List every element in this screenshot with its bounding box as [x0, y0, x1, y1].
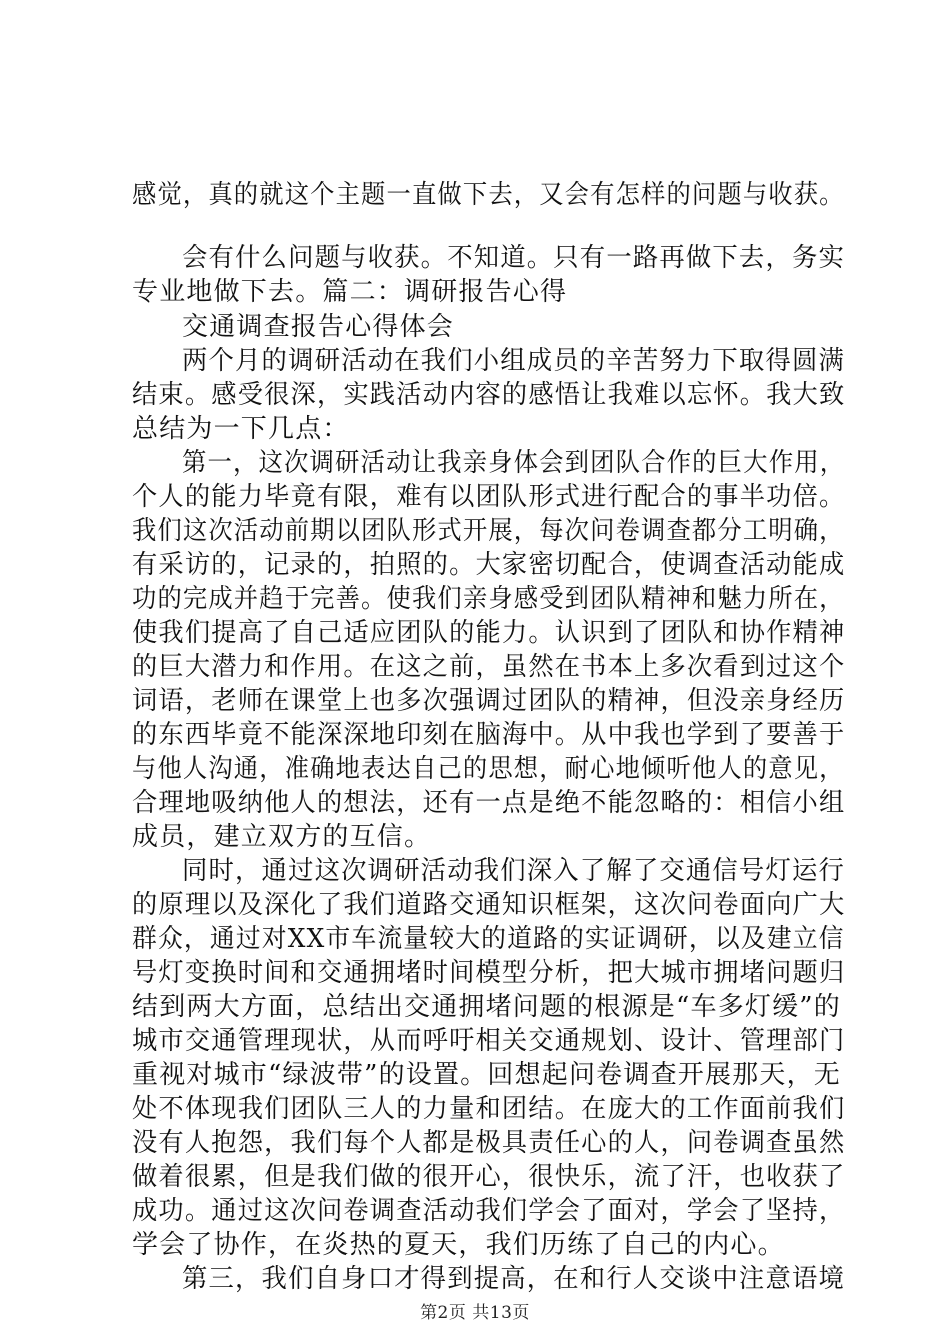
text-line: 的原理以及深化了我们道路交通知识框架，这次问卷面向广大 — [132, 890, 846, 920]
text-line: 的东西毕竟不能深深地印刻在脑海中。从中我也学到了要善于 — [132, 720, 846, 750]
text-line: 使我们提高了自己适应团队的能力。认识到了团队和协作精神 — [132, 618, 846, 648]
text-line: 我们这次活动前期以团队形式开展，每次问卷调查都分工明确， — [132, 516, 845, 546]
text-line: 同时，通过这次调研活动我们深入了解了交通信号灯运行 — [182, 856, 846, 886]
text-line: 做着很累，但是我们做的很开心，很快乐，流了汗，也收获了 — [132, 1162, 846, 1192]
text-line: 成员，建立双方的互信。 — [132, 822, 432, 852]
text-line: 结束。感受很深，实践活动内容的感悟让我难以忘怀。我大致 — [132, 380, 846, 410]
text-line: 个人的能力毕竟有限，难有以团队形式进行配合的事半功倍。 — [132, 482, 846, 512]
text-line: 有采访的，记录的，拍照的。大家密切配合，使调查活动能成 — [132, 550, 846, 580]
text-line: 城市交通管理现状，从而呼吁相关交通规划、设计、管理部门 — [132, 1026, 846, 1056]
text-line: 学会了协作，在炎热的夏天，我们历练了自己的内心。 — [132, 1230, 785, 1260]
text-line: 专业地做下去。篇二：调研报告心得 — [132, 277, 568, 307]
text-line: 合理地吸纳他人的想法，还有一点是绝不能忽略的：相信小组 — [132, 788, 846, 818]
page-number: 第2页 共13页 — [420, 1303, 530, 1323]
text-line: 号灯变换时间和交通拥堵时间模型分析，把大城市拥堵问题归 — [132, 958, 846, 988]
text-line: 总结为一下几点： — [132, 414, 350, 444]
section-title: 交通调查报告心得体会 — [182, 312, 455, 342]
text-line: 两个月的调研活动在我们小组成员的辛苦努力下取得圆满 — [182, 346, 846, 376]
text-line: 感觉，真的就这个主题一直做下去，又会有怎样的问题与收获。 — [132, 180, 845, 210]
text-line: 成功。通过这次问卷调查活动我们学会了面对，学会了坚持， — [132, 1196, 846, 1226]
text-line: 没有人抱怨，我们每个人都是极具责任心的人，问卷调查虽然 — [132, 1128, 846, 1158]
text-line: 第一，这次调研活动让我亲身体会到团队合作的巨大作用， — [182, 448, 846, 478]
text-line: 重视对城市“绿波带”的设置。回想起问卷调查开展那天，无 — [132, 1060, 841, 1090]
text-line: 群众，通过对XX市车流量较大的道路的实证调研，以及建立信 — [132, 924, 845, 954]
text-line: 会有什么问题与收获。不知道。只有一路再做下去，务实 — [182, 243, 846, 273]
text-line: 功的完成并趋于完善。使我们亲身感受到团队精神和魅力所在， — [132, 584, 845, 614]
text-line: 第三，我们自身口才得到提高，在和行人交谈中注意语境 — [182, 1264, 846, 1294]
text-line: 词语，老师在课堂上也多次强调过团队的精神，但没亲身经历 — [132, 686, 846, 716]
text-line: 处不体现我们团队三人的力量和团结。在庞大的工作面前我们 — [132, 1094, 846, 1124]
text-line: 结到两大方面，总结出交通拥堵问题的根源是“车多灯缓”的 — [132, 992, 841, 1022]
text-line: 与他人沟通，准确地表达自己的思想，耐心地倾听他人的意见， — [132, 754, 845, 784]
text-line: 的巨大潜力和作用。在这之前，虽然在书本上多次看到过这个 — [132, 652, 846, 682]
